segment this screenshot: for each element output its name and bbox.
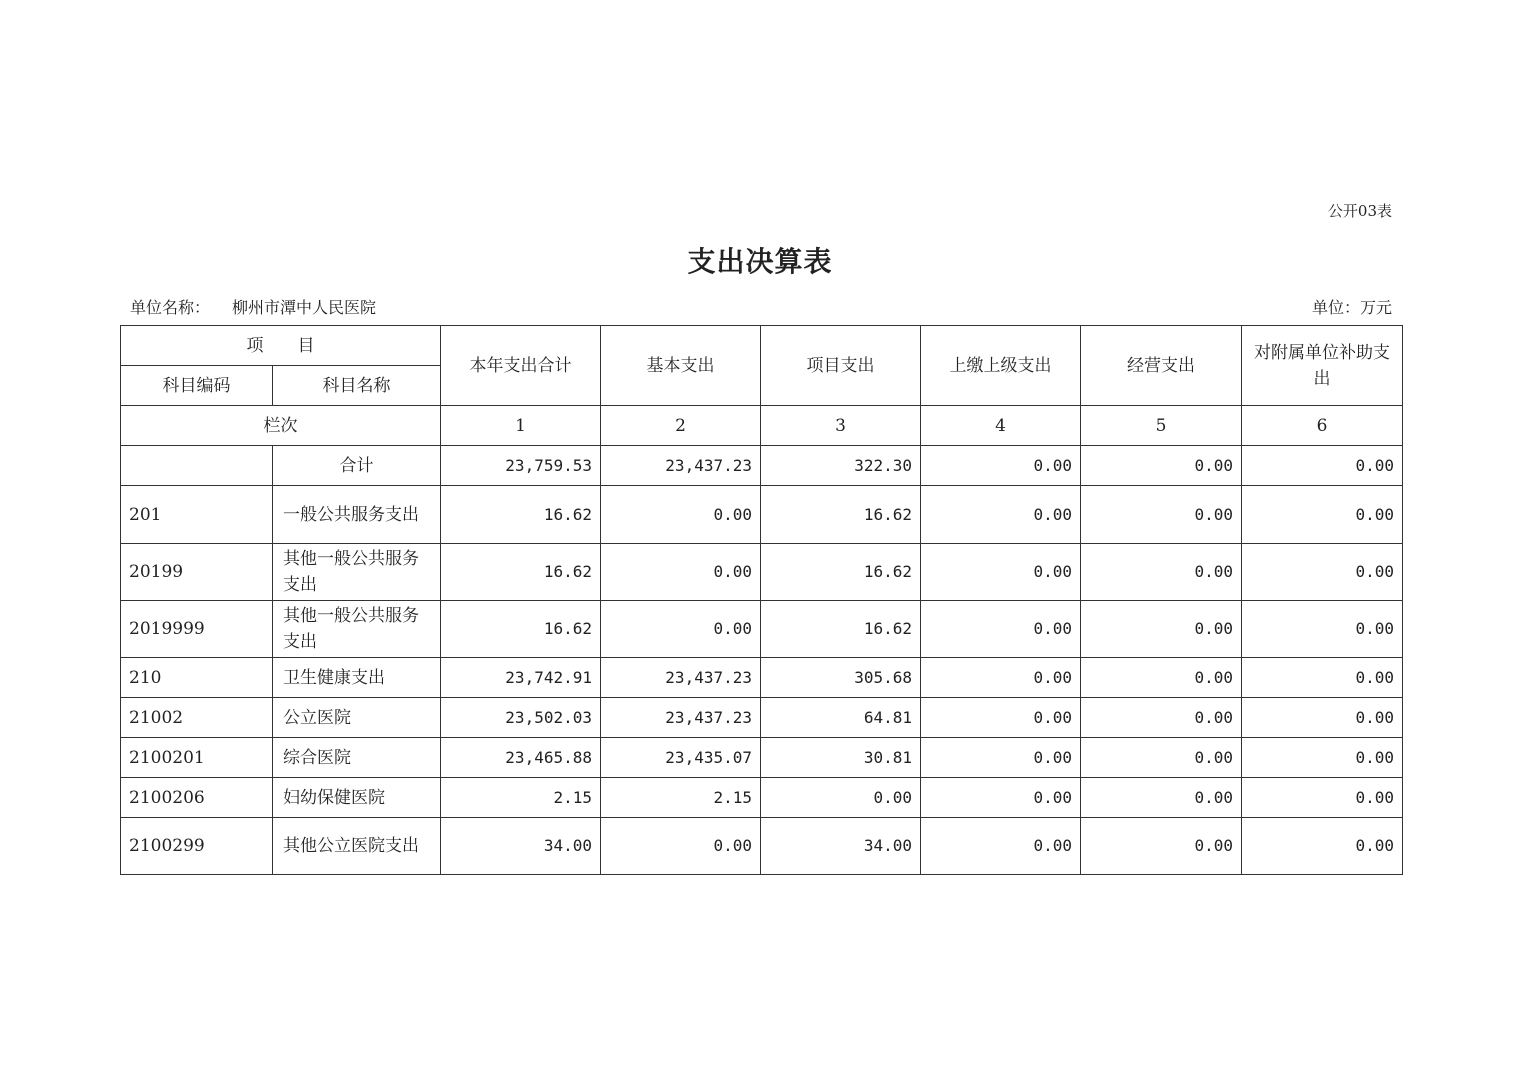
table-row — [121, 738, 1403, 778]
amount-cell: 0.00 — [1081, 778, 1242, 818]
currency-unit: 单位：万元 — [1311, 298, 1392, 317]
amount-cell: 0.00 — [601, 601, 761, 658]
amount-cell: 0.00 — [921, 658, 1081, 698]
subject-name: 一般公共服务支出 — [273, 486, 441, 544]
unit-row — [130, 295, 1392, 318]
amount-cell: 0.00 — [921, 486, 1081, 544]
amount-cell: 0.00 — [1242, 658, 1403, 698]
amount-cell: 0.00 — [601, 818, 761, 875]
amount-cell: 0.00 — [921, 698, 1081, 738]
amount-cell: 0.00 — [1081, 738, 1242, 778]
amount-cell: 2.15 — [601, 778, 761, 818]
table-row — [121, 544, 1403, 601]
header-code: 科目编码 — [121, 366, 273, 406]
total-row — [121, 446, 1403, 486]
amount-cell: 0.00 — [1081, 818, 1242, 875]
expenditure-table — [120, 325, 1403, 875]
subject-name: 妇幼保健医院 — [273, 778, 441, 818]
amount-cell: 23,502.03 — [441, 698, 601, 738]
table-row — [121, 486, 1403, 544]
amount-cell: 34.00 — [441, 818, 601, 875]
header-col2: 基本支出 — [601, 326, 761, 406]
amount-cell: 0.00 — [601, 544, 761, 601]
subject-code: 2100201 — [121, 738, 273, 778]
amount-cell: 0.00 — [1242, 738, 1403, 778]
header-col6: 对附属单位补助支出 — [1242, 326, 1403, 406]
column-index: 4 — [921, 406, 1081, 446]
amount-cell: 0.00 — [1242, 778, 1403, 818]
amount-cell: 0.00 — [1081, 658, 1242, 698]
amount-cell: 23,437.23 — [601, 658, 761, 698]
total-code — [121, 446, 273, 486]
amount-cell: 0.00 — [1242, 601, 1403, 658]
total-value: 322.30 — [761, 446, 921, 486]
amount-cell: 0.00 — [921, 818, 1081, 875]
header-col4: 上缴上级支出 — [921, 326, 1081, 406]
amount-cell: 23,437.23 — [601, 698, 761, 738]
amount-cell: 34.00 — [761, 818, 921, 875]
table-row — [121, 601, 1403, 658]
total-value: 23,759.53 — [441, 446, 601, 486]
amount-cell: 2.15 — [441, 778, 601, 818]
page-title: 支出决算表 — [687, 245, 833, 278]
subject-code: 20199 — [121, 544, 273, 601]
subject-name: 其他一般公共服务支出 — [273, 601, 441, 658]
header-name: 科目名称 — [273, 366, 441, 406]
header-row-1 — [121, 326, 1403, 366]
column-index: 6 — [1242, 406, 1403, 446]
amount-cell: 0.00 — [921, 778, 1081, 818]
amount-cell: 16.62 — [761, 601, 921, 658]
subject-code: 2100206 — [121, 778, 273, 818]
amount-cell: 0.00 — [1081, 486, 1242, 544]
org-info — [130, 295, 376, 318]
total-value: 0.00 — [1242, 446, 1403, 486]
amount-cell: 0.00 — [1242, 544, 1403, 601]
amount-cell: 23,742.91 — [441, 658, 601, 698]
org-label: 单位名称： — [130, 298, 211, 317]
form-code: 公开03表 — [1327, 202, 1392, 220]
subject-code: 201 — [121, 486, 273, 544]
amount-cell: 16.62 — [761, 544, 921, 601]
amount-cell: 23,465.88 — [441, 738, 601, 778]
table-row — [121, 778, 1403, 818]
amount-cell: 0.00 — [761, 778, 921, 818]
amount-cell: 305.68 — [761, 658, 921, 698]
amount-cell: 16.62 — [441, 601, 601, 658]
column-index-row — [121, 406, 1403, 446]
column-index: 2 — [601, 406, 761, 446]
subject-name: 卫生健康支出 — [273, 658, 441, 698]
table-row — [121, 698, 1403, 738]
table-row — [121, 658, 1403, 698]
subject-code: 210 — [121, 658, 273, 698]
amount-cell: 0.00 — [1242, 698, 1403, 738]
amount-cell: 0.00 — [1081, 544, 1242, 601]
header-col5: 经营支出 — [1081, 326, 1242, 406]
column-index: 5 — [1081, 406, 1242, 446]
amount-cell: 30.81 — [761, 738, 921, 778]
subject-code: 2019999 — [121, 601, 273, 658]
header-col3: 项目支出 — [761, 326, 921, 406]
total-label: 合计 — [273, 446, 441, 486]
table-row — [121, 818, 1403, 875]
amount-cell: 0.00 — [1242, 486, 1403, 544]
amount-cell: 0.00 — [1081, 601, 1242, 658]
total-value: 23,437.23 — [601, 446, 761, 486]
subject-name: 其他一般公共服务支出 — [273, 544, 441, 601]
org-name: 柳州市潭中人民医院 — [232, 298, 377, 317]
amount-cell: 0.00 — [1081, 698, 1242, 738]
column-index-label: 栏次 — [121, 406, 441, 446]
amount-cell: 0.00 — [921, 544, 1081, 601]
total-value: 0.00 — [1081, 446, 1242, 486]
subject-code: 21002 — [121, 698, 273, 738]
header-item: 项 目 — [121, 326, 441, 366]
subject-name: 其他公立医院支出 — [273, 818, 441, 875]
header-col1: 本年支出合计 — [441, 326, 601, 406]
amount-cell: 16.62 — [441, 544, 601, 601]
subject-name: 综合医院 — [273, 738, 441, 778]
subject-code: 2100299 — [121, 818, 273, 875]
subject-name: 公立医院 — [273, 698, 441, 738]
column-index: 3 — [761, 406, 921, 446]
amount-cell: 0.00 — [601, 486, 761, 544]
amount-cell: 0.00 — [1242, 818, 1403, 875]
total-value: 0.00 — [921, 446, 1081, 486]
amount-cell: 16.62 — [441, 486, 601, 544]
amount-cell: 0.00 — [921, 601, 1081, 658]
amount-cell: 16.62 — [761, 486, 921, 544]
amount-cell: 64.81 — [761, 698, 921, 738]
amount-cell: 23,435.07 — [601, 738, 761, 778]
amount-cell: 0.00 — [921, 738, 1081, 778]
column-index: 1 — [441, 406, 601, 446]
